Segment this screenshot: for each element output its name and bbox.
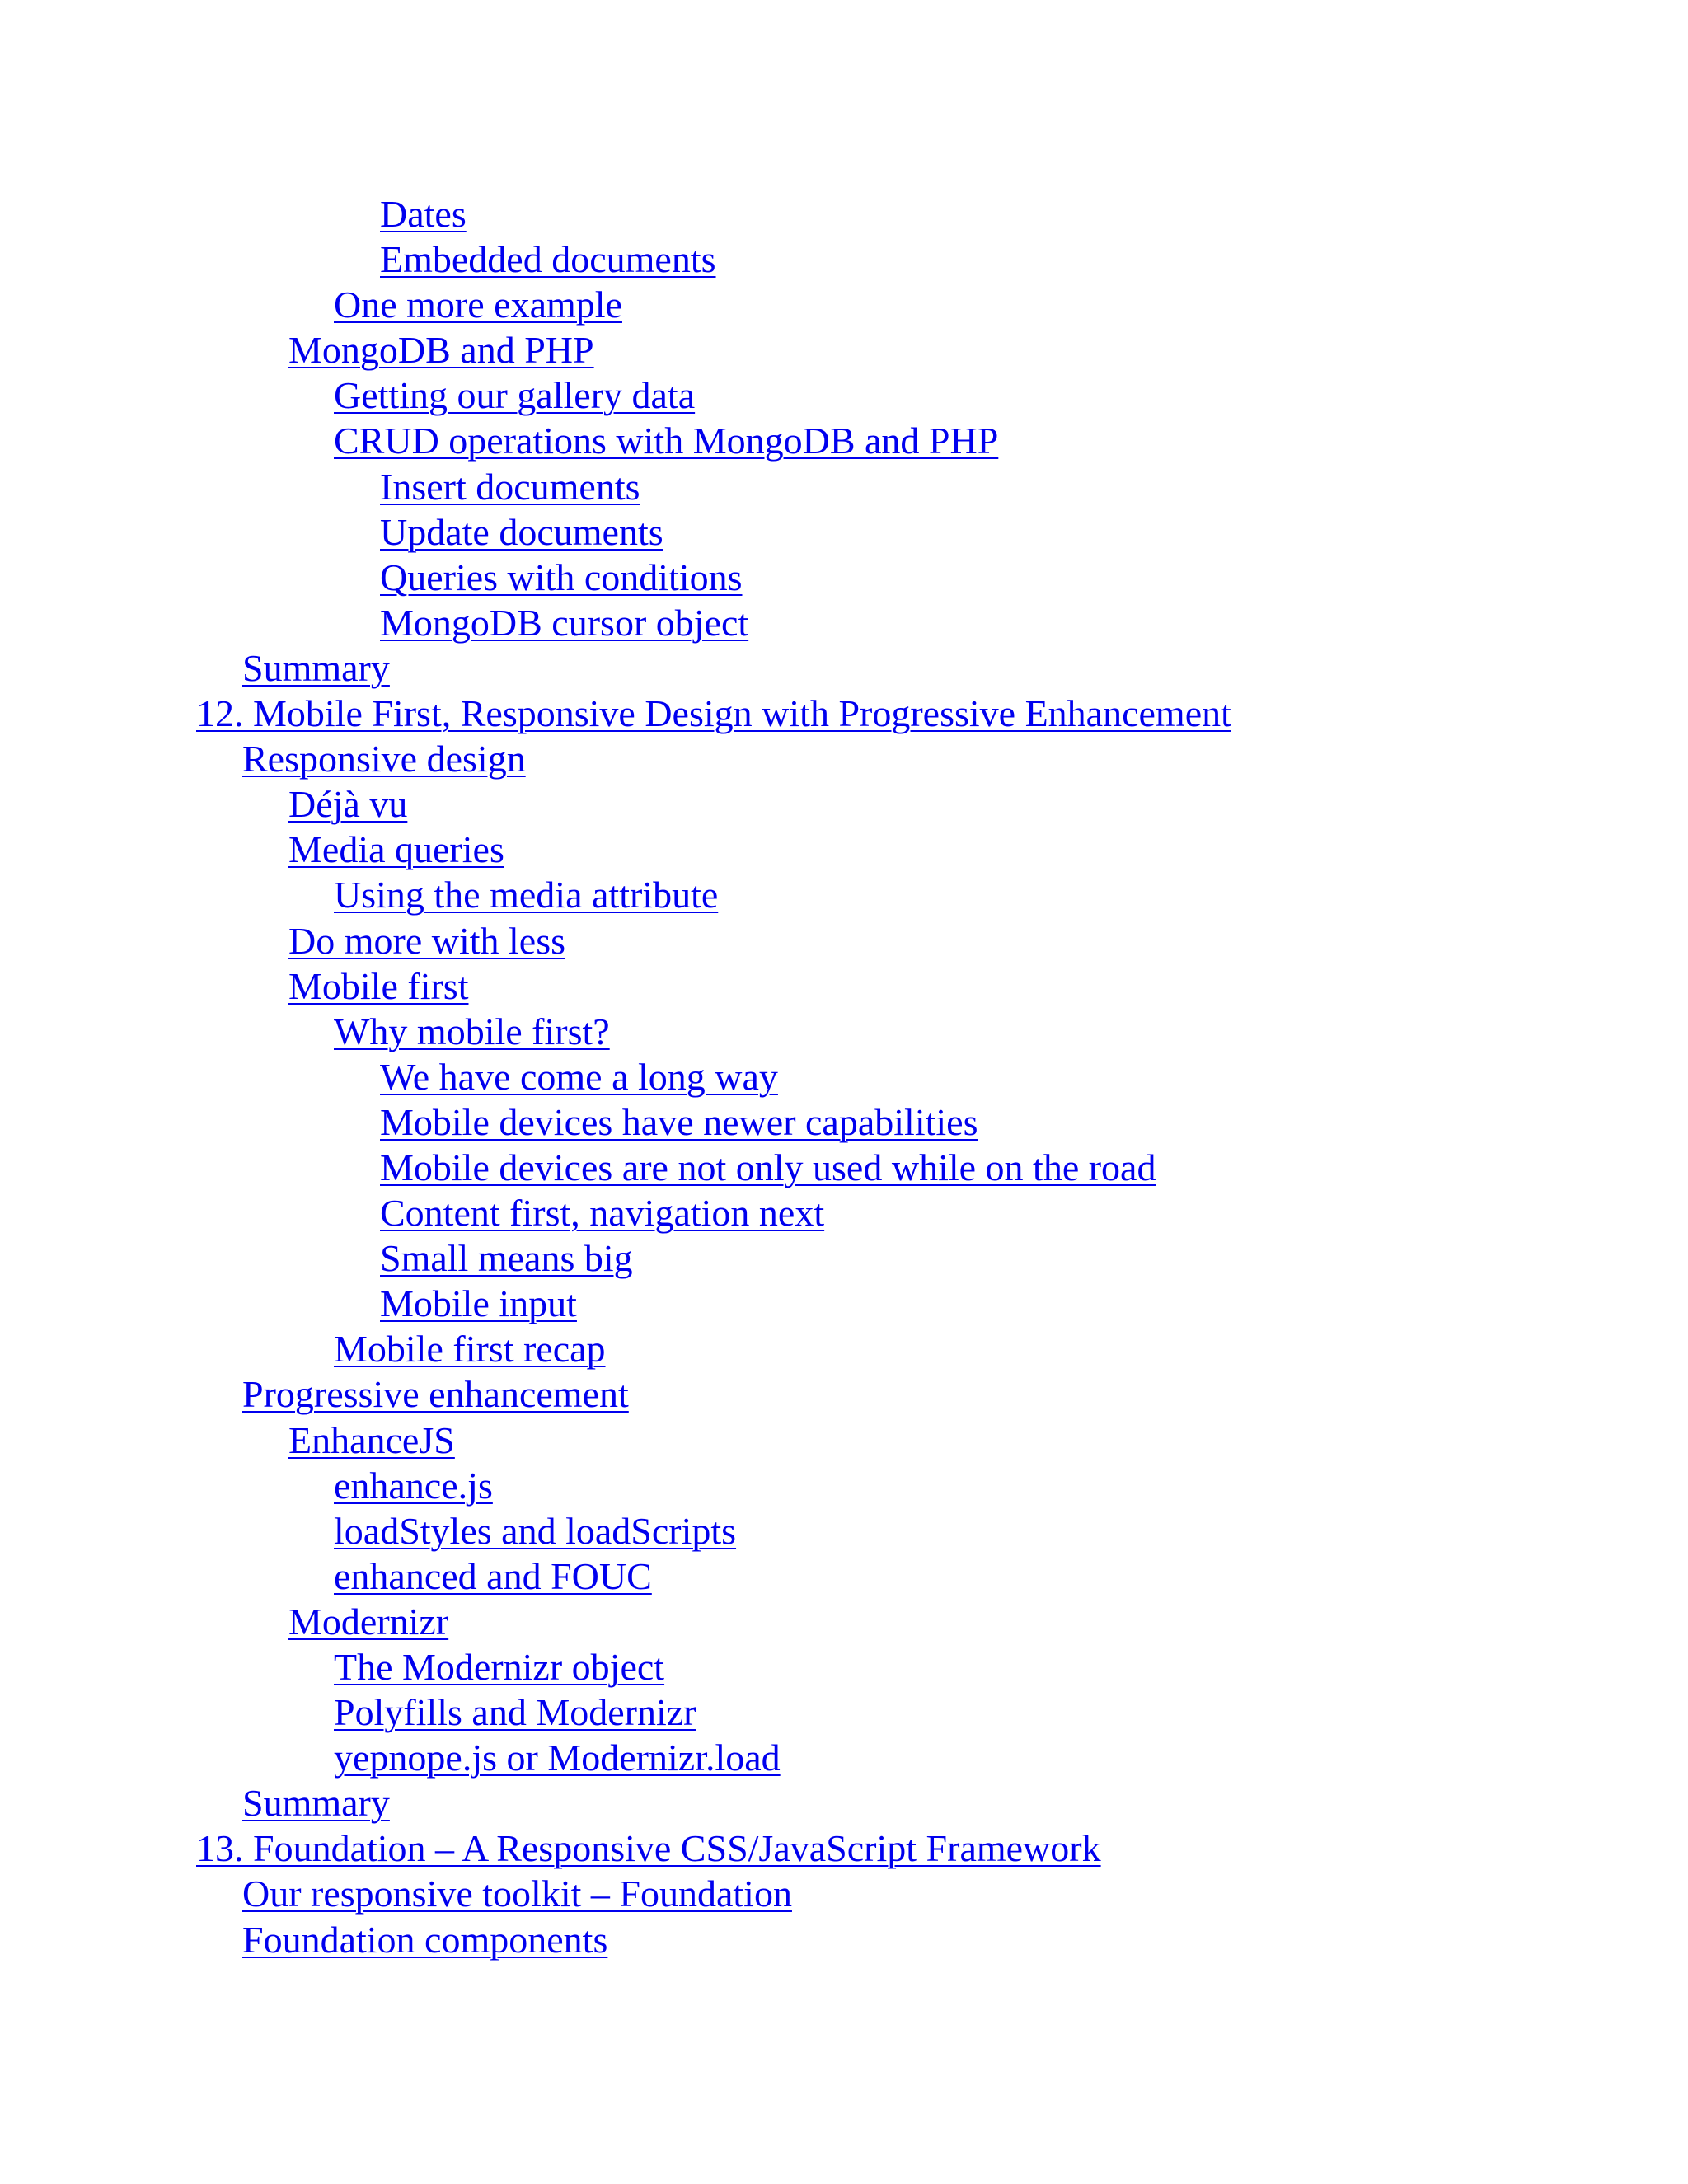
toc-entry (0, 191, 1231, 237)
toc-link[interactable]: Why mobile first? (334, 1010, 610, 1052)
toc-entry (0, 1644, 1231, 1690)
toc-link[interactable]: Déjà vu (288, 783, 408, 826)
toc-link[interactable]: The Modernizr object (334, 1646, 665, 1688)
toc-link[interactable]: loadStyles and loadScripts (334, 1509, 737, 1552)
toc-entry (0, 872, 1231, 917)
toc-link[interactable]: CRUD operations with MongoDB and PHP (334, 419, 999, 462)
toc-link[interactable]: Polyfills and Modernizr (334, 1691, 696, 1734)
toc-entry (0, 1554, 1231, 1599)
toc-link[interactable]: Update documents (380, 510, 663, 553)
toc-link[interactable]: Our responsive toolkit – Foundation (242, 1872, 792, 1915)
toc-link[interactable]: 12. Mobile First, Responsive Design with Progressive Enhancement (196, 692, 1231, 735)
toc-entry (0, 1780, 1231, 1825)
table-of-contents (0, 191, 1231, 1962)
toc-entry (0, 1690, 1231, 1735)
toc-entry (0, 1009, 1231, 1054)
toc-entry (0, 1326, 1231, 1371)
toc-link[interactable]: Mobile devices are not only used while on the road (380, 1146, 1156, 1188)
toc-entry (0, 1599, 1231, 1644)
toc-entry (0, 1190, 1231, 1235)
toc-link[interactable]: enhance.js (334, 1464, 493, 1507)
toc-link[interactable]: Getting our gallery data (334, 374, 696, 417)
toc-link[interactable]: Summary (242, 1782, 390, 1825)
toc-link[interactable]: Content first, navigation next (380, 1192, 825, 1235)
toc-entry (0, 1508, 1231, 1554)
toc-entry (0, 327, 1231, 373)
toc-entry (0, 418, 1231, 463)
toc-link[interactable]: yepnope.js or Modernizr.load (334, 1736, 781, 1779)
toc-link[interactable]: Dates (380, 193, 467, 235)
toc-link[interactable]: Foundation components (242, 1918, 608, 1961)
toc-entry (0, 1054, 1231, 1099)
toc-entry (0, 645, 1231, 691)
toc-entry (0, 509, 1231, 555)
toc-link[interactable]: Small means big (380, 1237, 633, 1280)
toc-entry (0, 691, 1231, 736)
toc-link[interactable]: Mobile first (288, 964, 469, 1007)
toc-link[interactable]: Using the media attribute (334, 874, 719, 916)
toc-link[interactable]: Summary (242, 646, 390, 689)
toc-link[interactable]: Mobile first recap (334, 1328, 606, 1371)
toc-entry (0, 1145, 1231, 1190)
toc-entry (0, 1418, 1231, 1463)
toc-entry (0, 464, 1231, 509)
toc-entry (0, 237, 1231, 282)
toc-entry (0, 1735, 1231, 1780)
toc-entry (0, 1871, 1231, 1916)
toc-link[interactable]: MongoDB and PHP (288, 329, 594, 372)
toc-entry (0, 963, 1231, 1009)
toc-link[interactable]: Embedded documents (380, 238, 716, 281)
toc-link[interactable]: One more example (334, 284, 622, 326)
toc-link[interactable]: Queries with conditions (380, 555, 743, 598)
toc-entry (0, 1099, 1231, 1145)
toc-entry (0, 736, 1231, 781)
toc-entry (0, 1463, 1231, 1508)
toc-entry (0, 781, 1231, 827)
toc-entry (0, 1825, 1231, 1871)
toc-link[interactable]: Mobile devices have newer capabilities (380, 1100, 978, 1143)
toc-link[interactable]: enhanced and FOUC (334, 1554, 652, 1597)
toc-link[interactable]: Mobile input (380, 1282, 577, 1325)
toc-link[interactable]: Media queries (288, 828, 504, 871)
toc-link[interactable]: Insert documents (380, 465, 640, 508)
toc-entry (0, 1235, 1231, 1281)
toc-link[interactable]: 13. Foundation – A Responsive CSS/JavaScript Framework (196, 1827, 1101, 1870)
toc-entry (0, 918, 1231, 963)
toc-link[interactable]: We have come a long way (380, 1055, 778, 1098)
toc-entry (0, 1371, 1231, 1417)
toc-entry (0, 555, 1231, 600)
toc-link[interactable]: Modernizr (288, 1600, 449, 1643)
toc-link[interactable]: EnhanceJS (288, 1418, 455, 1461)
toc-entry (0, 1281, 1231, 1326)
toc-entry (0, 1917, 1231, 1962)
toc-entry (0, 600, 1231, 645)
toc-entry (0, 373, 1231, 418)
toc-link[interactable]: MongoDB cursor object (380, 601, 749, 644)
toc-link[interactable]: Responsive design (242, 738, 526, 780)
toc-link[interactable]: Do more with less (288, 919, 566, 962)
toc-entry (0, 282, 1231, 327)
toc-link[interactable]: Progressive enhancement (242, 1373, 629, 1416)
toc-entry (0, 827, 1231, 872)
